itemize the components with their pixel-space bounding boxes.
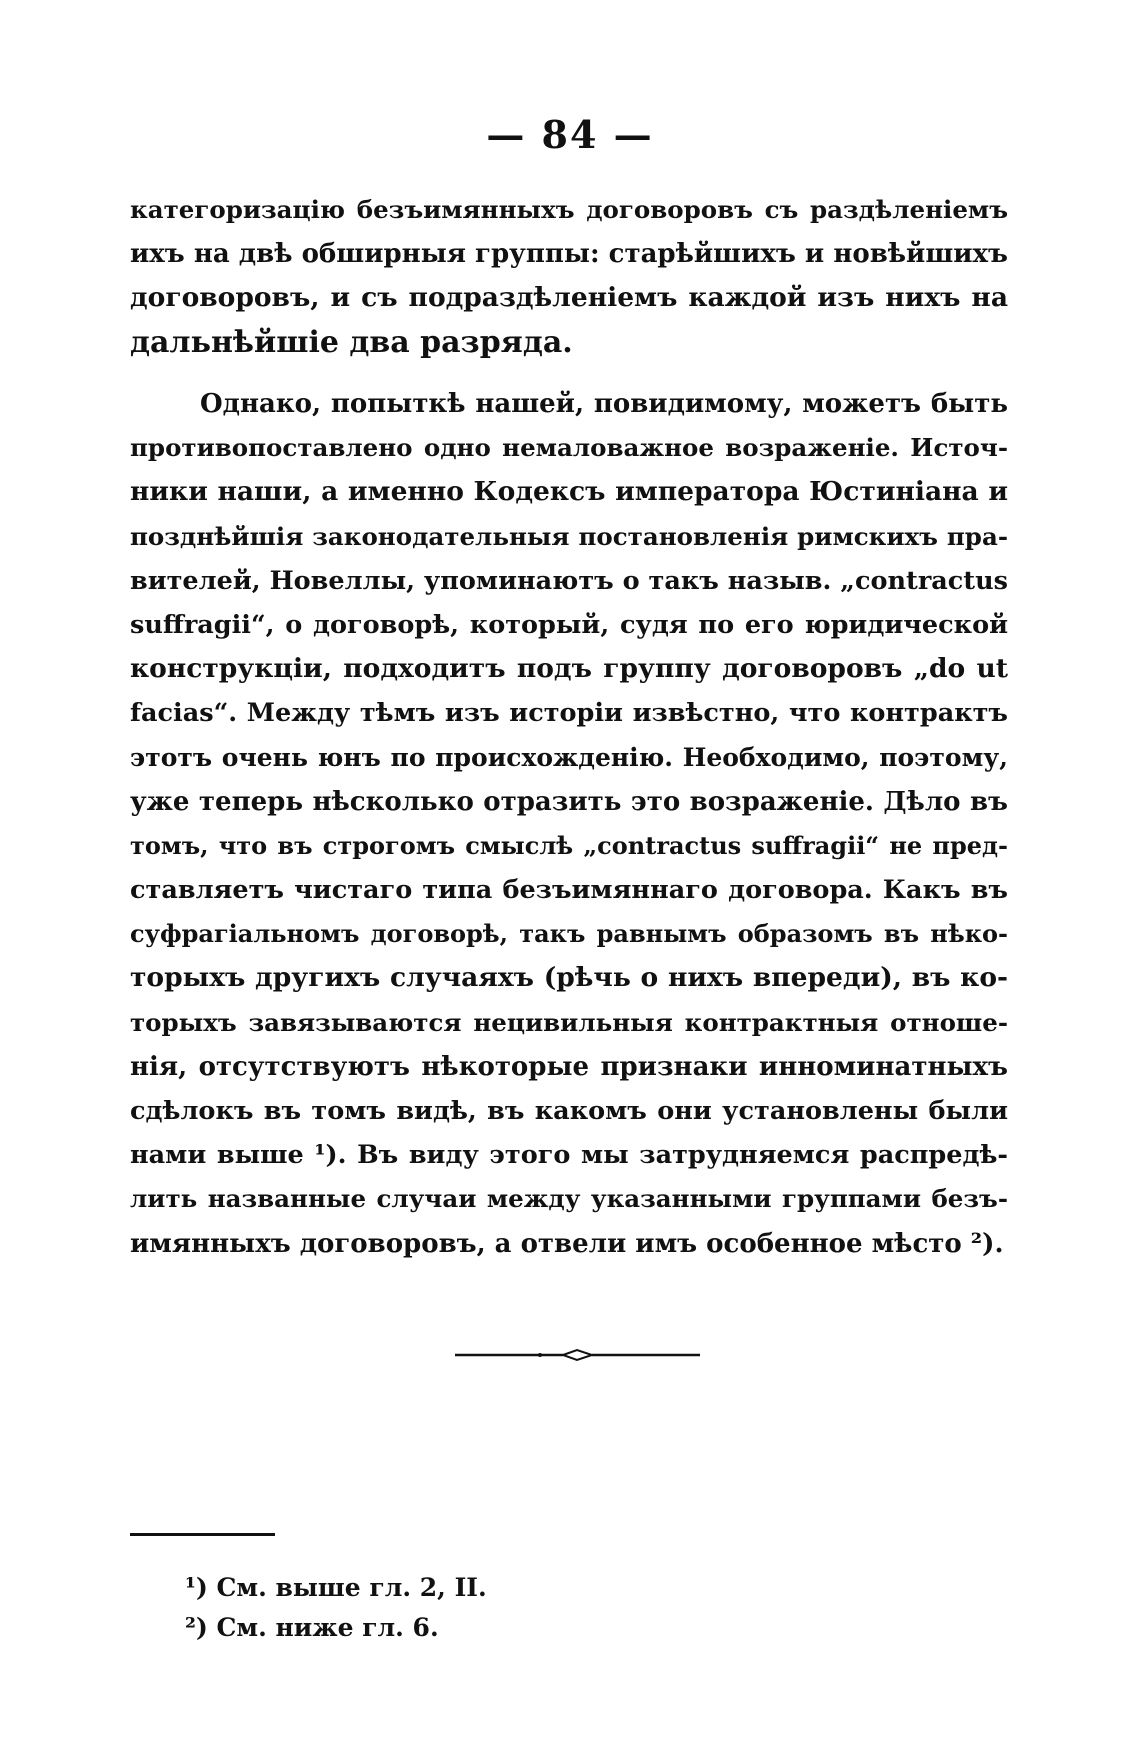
text-line: этотъ очень юнъ по происхожденію. Необходимо, поэтому,: [130, 742, 1008, 772]
page-number: — 84 —: [486, 112, 654, 157]
text-line: имянныхъ договоровъ, а отвели имъ особенное мѣсто ²).: [130, 1228, 1004, 1259]
text-line: торыхъ завязываются нецивильныя контрактныя отноше-: [130, 1007, 1008, 1037]
text-line: категоризацію безъимянныхъ договоровъ съ раздѣленіемъ: [130, 195, 1008, 224]
footnotes: [185, 1568, 487, 1648]
text-line: Однако, попыткѣ нашей, повидимому, можетъ быть: [200, 389, 1008, 419]
footnote-separator: [130, 1533, 275, 1536]
text-line: нами выше ¹). Въ виду этого мы затрудняемся распредѣ-: [130, 1140, 1008, 1171]
text-line: лить названные случаи между указанными группами безъ-: [130, 1184, 1008, 1214]
text-line: нія, отсутствуютъ нѣкоторые признаки инноминатныхъ: [130, 1051, 1008, 1082]
text-line: суфрагіальномъ договорѣ, такъ равнымъ образомъ въ нѣко-: [130, 919, 1008, 949]
section-ornament: [455, 1347, 700, 1363]
text-line: конструкціи, подходитъ подъ группу договоровъ „do ut: [130, 653, 1008, 685]
text-line: сдѣлокъ въ томъ видѣ, въ какомъ они установлены были: [130, 1096, 1008, 1126]
footnote-1: ¹) См. выше гл. 2, II.: [185, 1573, 487, 1602]
text-line: facias“. Между тѣмъ изъ исторіи извѣстно, что контрактъ: [130, 698, 1008, 729]
text-line: ники наши, а именно Кодексъ императора Юстиніана и: [130, 476, 1008, 508]
footnote-2: ²) См. ниже гл. 6.: [185, 1613, 439, 1642]
text-line: томъ, что въ строгомъ смыслѣ „contractus suffragii“ не пред-: [130, 830, 1008, 860]
text-line: ихъ на двѣ обширныя группы: старѣйшихъ и новѣйшихъ: [130, 239, 1008, 270]
paragraph-1: [130, 188, 1008, 365]
text-line: позднѣйшія законодательныя постановленія римскихъ пра-: [130, 521, 1008, 551]
text-line: ставляетъ чистаго типа безъимяннаго договора. Какъ въ: [130, 875, 1008, 906]
text-line: дальнѣйшіе два разряда.: [130, 324, 573, 360]
text-line: договоровъ, и съ подраздѣленіемъ каждой изъ нихъ на: [130, 282, 1008, 314]
text-line: торыхъ другихъ случаяхъ (рѣчь о нихъ впереди), въ ко-: [130, 962, 1008, 994]
text-line: противопоставлено одно немаловажное возраженіе. Источ-: [130, 433, 1008, 463]
text-line: уже теперь нѣсколько отразить это возраженіе. Дѣло въ: [130, 786, 1008, 817]
text-line: вителей, Новеллы, упоминаютъ о такъ назыв. „contractus: [130, 565, 1008, 596]
text-line: suffragii“, о договорѣ, который, судя по его юридической: [130, 609, 1008, 640]
paragraph-2: [130, 382, 1008, 1266]
